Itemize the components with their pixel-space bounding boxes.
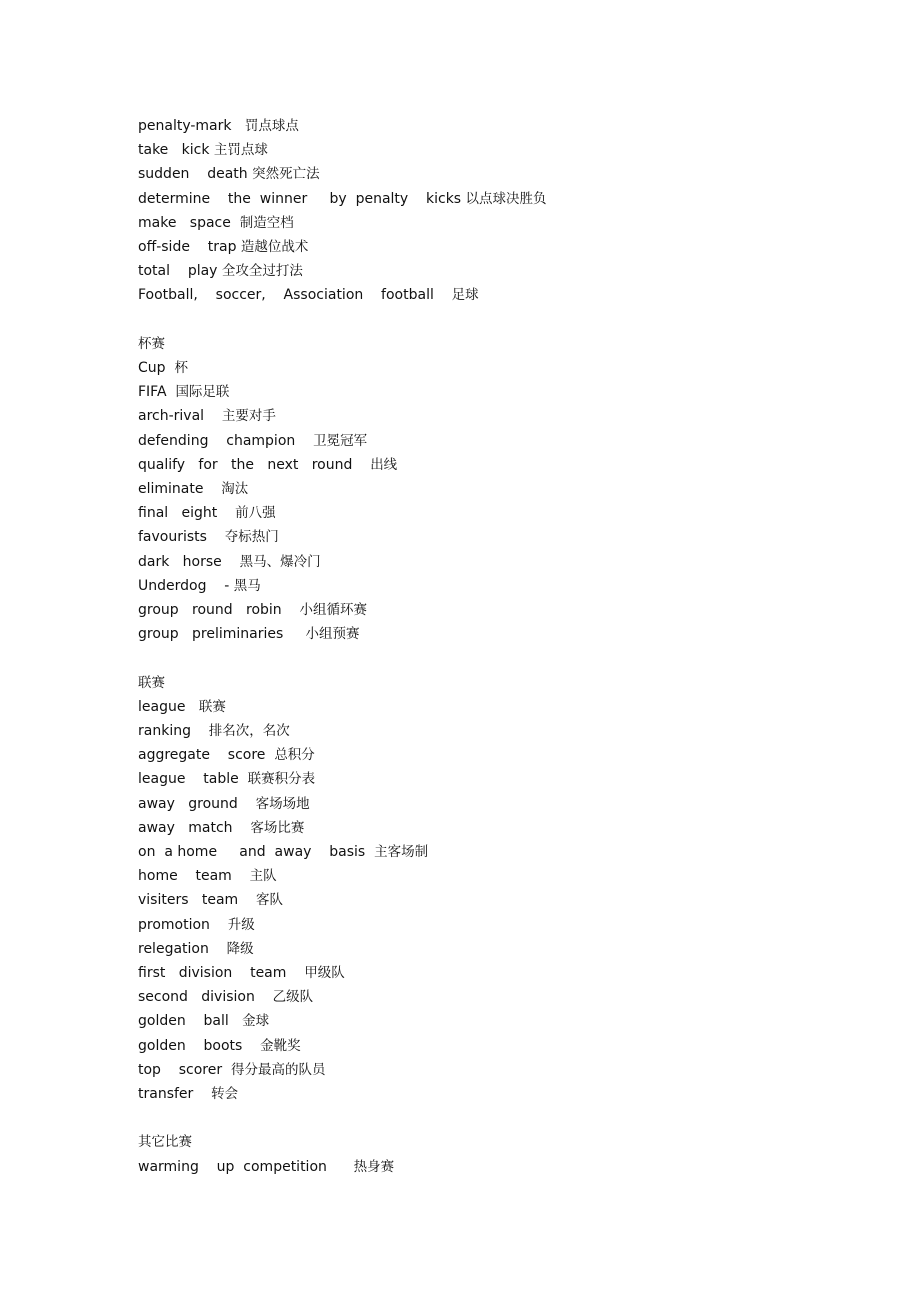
term-zh: 客场比赛 <box>250 819 305 836</box>
term-zh: 罚点球点 <box>244 118 299 134</box>
term-zh: 夺标热门 <box>224 529 279 546</box>
term-en: second division <box>138 989 255 1006</box>
term-en: penalty-mark <box>138 118 232 134</box>
term-zh: 热身赛 <box>353 1158 395 1175</box>
term-line <box>138 574 838 598</box>
term-zh: 造越位战术 <box>240 238 309 255</box>
term-zh: 主罚点球 <box>213 142 268 159</box>
term-zh: 小组循环赛 <box>299 601 367 618</box>
term-zh: 以点球决胜负 <box>465 190 547 207</box>
term-line <box>138 695 838 719</box>
term-line <box>138 404 838 428</box>
section-heading: 杯赛 <box>138 335 165 352</box>
term-zh: 杯 <box>174 360 188 377</box>
term-line <box>138 550 838 574</box>
term-en: golden ball <box>138 1013 229 1030</box>
section-gap <box>138 308 838 332</box>
term-zh: 主客场制 <box>374 844 429 861</box>
term-line <box>138 888 838 912</box>
term-en: arch-rival <box>138 408 205 425</box>
term-line <box>138 622 838 646</box>
term-zh: 突然死亡法 <box>252 166 320 183</box>
term-line <box>138 525 838 549</box>
term-zh: 出线 <box>370 456 398 473</box>
term-line <box>138 259 838 283</box>
term-zh: 甲级队 <box>304 964 345 981</box>
term-en: Cup <box>138 360 166 377</box>
term-zh: 淘汰 <box>221 481 249 498</box>
term-en: take kick <box>138 142 210 159</box>
term-en: top scorer <box>138 1061 223 1078</box>
term-zh: 客队 <box>256 892 283 909</box>
term-zh: 升级 <box>227 916 255 933</box>
term-en: Football, soccer, Association football <box>138 287 434 304</box>
term-en: group round robin <box>138 601 282 618</box>
term-en: golden boots <box>138 1037 243 1054</box>
term-zh: 转会 <box>211 1085 239 1102</box>
term-line <box>138 1058 838 1082</box>
term-zh: 国际足联 <box>175 384 230 401</box>
term-zh: 客场场地 <box>255 795 310 812</box>
term-zh: 乙级队 <box>272 989 314 1006</box>
term-en: dark horse <box>138 553 222 570</box>
term-en: away ground <box>138 795 238 812</box>
term-en: promotion <box>138 916 210 933</box>
term-zh: 全攻全过打法 <box>221 263 303 280</box>
term-en: favourists <box>138 529 207 546</box>
term-zh: 黑马、爆冷门 <box>239 553 321 570</box>
term-en: aggregate score <box>138 747 266 764</box>
term-zh: 足球 <box>451 287 479 304</box>
term-line <box>138 235 838 259</box>
term-line <box>138 1082 838 1106</box>
term-line <box>138 283 838 307</box>
term-line <box>138 913 838 937</box>
term-line <box>138 138 838 162</box>
term-line <box>138 1155 838 1179</box>
term-en: league <box>138 698 186 715</box>
term-zh: 得分最高的队员 <box>231 1061 326 1078</box>
term-zh: 前八强 <box>235 505 276 522</box>
term-en: away match <box>138 819 233 836</box>
term-line <box>138 937 838 961</box>
section-gap <box>138 1106 838 1130</box>
term-line <box>138 356 838 380</box>
term-zh: 降级 <box>226 940 254 957</box>
term-line <box>138 162 838 186</box>
term-zh: 总积分 <box>274 747 315 764</box>
term-zh: 联赛积分表 <box>247 771 316 788</box>
term-en: sudden death <box>138 166 248 183</box>
term-en: home team <box>138 868 232 885</box>
term-en: visiters team <box>138 892 239 909</box>
section-gap <box>138 646 838 670</box>
term-line <box>138 767 838 791</box>
term-line <box>138 477 838 501</box>
term-en: on a home and away basis <box>138 844 366 861</box>
section-heading: 联赛 <box>138 674 165 691</box>
term-line <box>138 598 838 622</box>
term-en: total play <box>138 263 218 280</box>
term-line <box>138 211 838 235</box>
term-zh: 卫冕冠军 <box>313 432 368 449</box>
term-zh: 主队 <box>249 868 277 885</box>
term-line <box>138 1009 838 1033</box>
glossary-content <box>138 114 838 1179</box>
term-en: eliminate <box>138 481 204 498</box>
term-zh: 金球 <box>242 1013 270 1030</box>
term-line <box>138 816 838 840</box>
term-en: first division team <box>138 964 287 981</box>
term-en: transfer <box>138 1085 194 1102</box>
term-en: league table <box>138 771 239 788</box>
term-en: determine the winner by penalty kicks <box>138 190 462 207</box>
term-line <box>138 380 838 404</box>
term-line <box>138 743 838 767</box>
term-line <box>138 1034 838 1058</box>
term-line <box>138 985 838 1009</box>
term-en: final eight <box>138 505 218 522</box>
term-zh: 主要对手 <box>221 408 276 425</box>
term-line <box>138 864 838 888</box>
term-zh: 黑马 <box>233 577 261 594</box>
term-zh: 排名次，名次 <box>208 723 290 740</box>
term-line <box>138 429 838 453</box>
term-en: FIFA <box>138 384 167 401</box>
term-en: group preliminaries <box>138 626 284 643</box>
term-en: relegation <box>138 940 209 957</box>
term-en: ranking <box>138 723 191 740</box>
term-en: off-side trap <box>138 238 237 255</box>
term-line <box>138 961 838 985</box>
term-line <box>138 114 838 138</box>
term-zh: 金靴奖 <box>260 1037 301 1054</box>
term-line <box>138 453 838 477</box>
term-line <box>138 719 838 743</box>
term-en: qualify for the next round <box>138 456 353 473</box>
term-en: defending champion <box>138 432 296 449</box>
term-zh: 小组预赛 <box>305 626 360 643</box>
term-en: make space <box>138 214 231 231</box>
term-en: Underdog - <box>138 577 230 594</box>
section-heading: 其它比赛 <box>138 1134 192 1151</box>
term-line <box>138 792 838 816</box>
term-zh: 制造空档 <box>239 214 294 231</box>
term-en: warming up competition <box>138 1158 327 1175</box>
term-line <box>138 187 838 211</box>
term-line <box>138 501 838 525</box>
term-zh: 联赛 <box>198 698 226 715</box>
term-line <box>138 840 838 864</box>
